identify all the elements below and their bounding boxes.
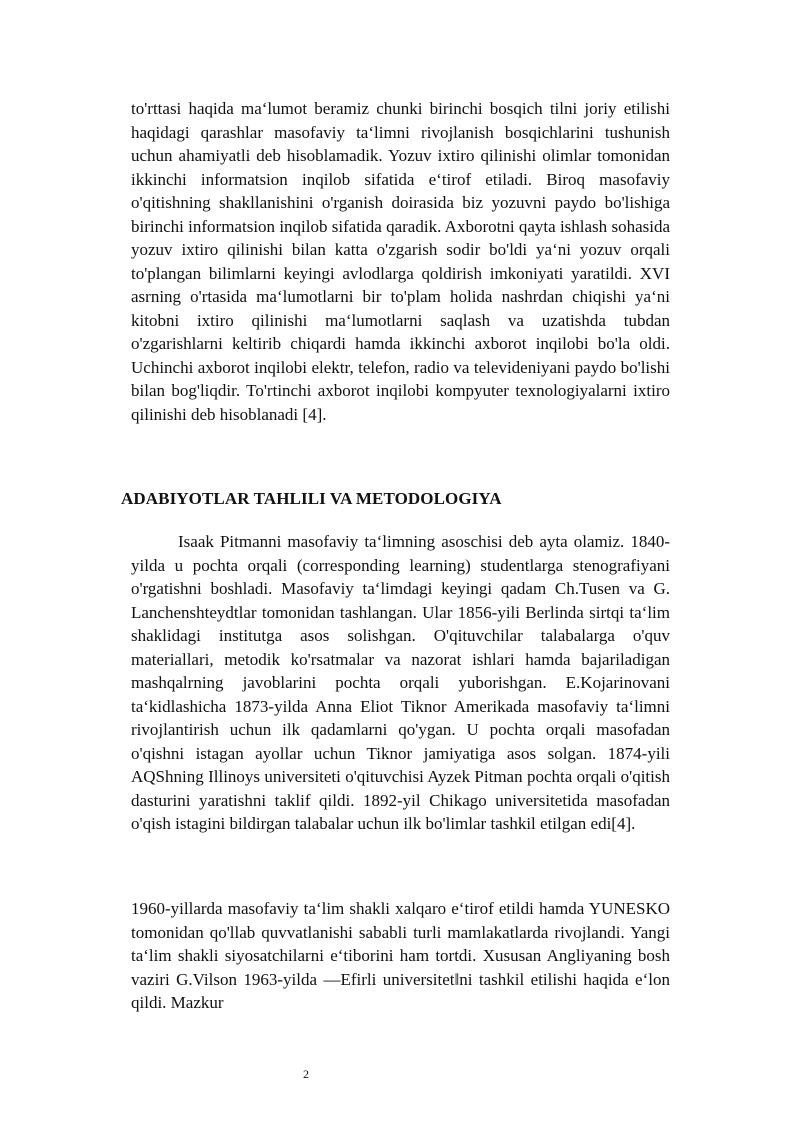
body-paragraph-2: Isaak Pitmanni masofaviy ta‘limning asoschisi deb ayta olamiz. 1840-yilda u pochta orqali (corresponding learning) studentlarga stenografiyani o'rgatishni boshladi. Masofaviy ta‘limdagi keyingi qadam Ch.Tusen va G. Lanchenshteydtlar tomonidan tashlangan. Ular 1856-yili Berlinda sirtqi ta‘lim shaklidagi institutga asos solishgan. O'qituvchilar talabalarga o'quv materiallari, metodik ko'rsatmalar va nazorat ishlari hamda bajariladigan mashqalrning javoblarini pochta orqali yuborishgan. E.Kojarinovani ta‘kidlashicha 1873-yilda Anna Eliot Tiknor Amerikada masofaviy ta‘limni rivojlantirish uchun ilk qadamlarni qo'ygan. U pochta orqali masofadan o'qishni istagan ayollar uchun Tiknor jamiyatiga asos solgan. 1874-yili AQShning Illinoys universiteti o'qituvchisi Ayzek Pitman pochta orqali o'qitish dasturini yaratishni taklif qildi. 1892-yil Chikago universitetida masofadan o'qish istagini bildirgan talabalar uchun ilk bo'limlar tashkil etilgan edi[4]. (131, 532, 670, 833)
page-number: 2 (303, 1067, 309, 1081)
body-paragraph-1: to'rttasi haqida ma‘lumot beramiz chunki birinchi bosqich tilni joriy etilishi haqidagi qarashlar masofaviy ta‘limni rivojlanish bosqichlarini tushunish uchun ahamiyatli deb hisoblamadik. Yozuv ixtiro qilinishi olimlar tomonidan ikkinchi informatsion inqilob sifatida e‘tirof etiladi. Biroq masofaviy o'qitishning shakllanishini o'rganish doirasida biz yozuvni paydo bo'lishiga birinchi informatsion inqilob sifatida qaradik. Axborotni qayta ishlash sohasida yozuv ixtiro qilinishi bilan katta o'zgarish sodir bo'ldi ya‘ni yozuv orqali to'plangan bilimlarni keyingi avlodlarga qoldirish imkoniyati yaratildi. XVI asrning o'rtasida ma‘lumotlarni bir to'plam holida nashrdan chiqishi ya‘ni kitobni ixtiro qilinishi ma‘lumotlarni saqlash va uzatishda tubdan o'zgarishlarni keltirib chiqardi hamda ikkinchi axborot inqilobi bo'la oldi. Uchinchi axborot inqilobi elektr, telefon, radio va televideniyani paydo bo'lishi bilan bog'liqdir. To'rtinchi axborot inqilobi kompyuter texnologiyalarni ixtiro qilinishi deb hisoblanadi [4]. (131, 99, 670, 424)
body-paragraph-3: 1960-yillarda masofaviy ta‘lim shakli xalqaro e‘tirof etildi hamda YUNESKO tomonidan qo'llab quvvatlanishi sababli turli mamlakatlarda rivojlandi. Yangi ta‘lim shakli siyosatchilarni e‘tiborini ham tortdi. Xususan Angliyaning bosh vaziri G.Vilson 1963-yilda ―Efirli universitet‖ni tashkil etilishi haqida e‘lon qildi. Mazkur (131, 899, 670, 1012)
section-heading: ADABIYOTLAR TAHLILI VA METODOLOGIYA (121, 489, 502, 508)
